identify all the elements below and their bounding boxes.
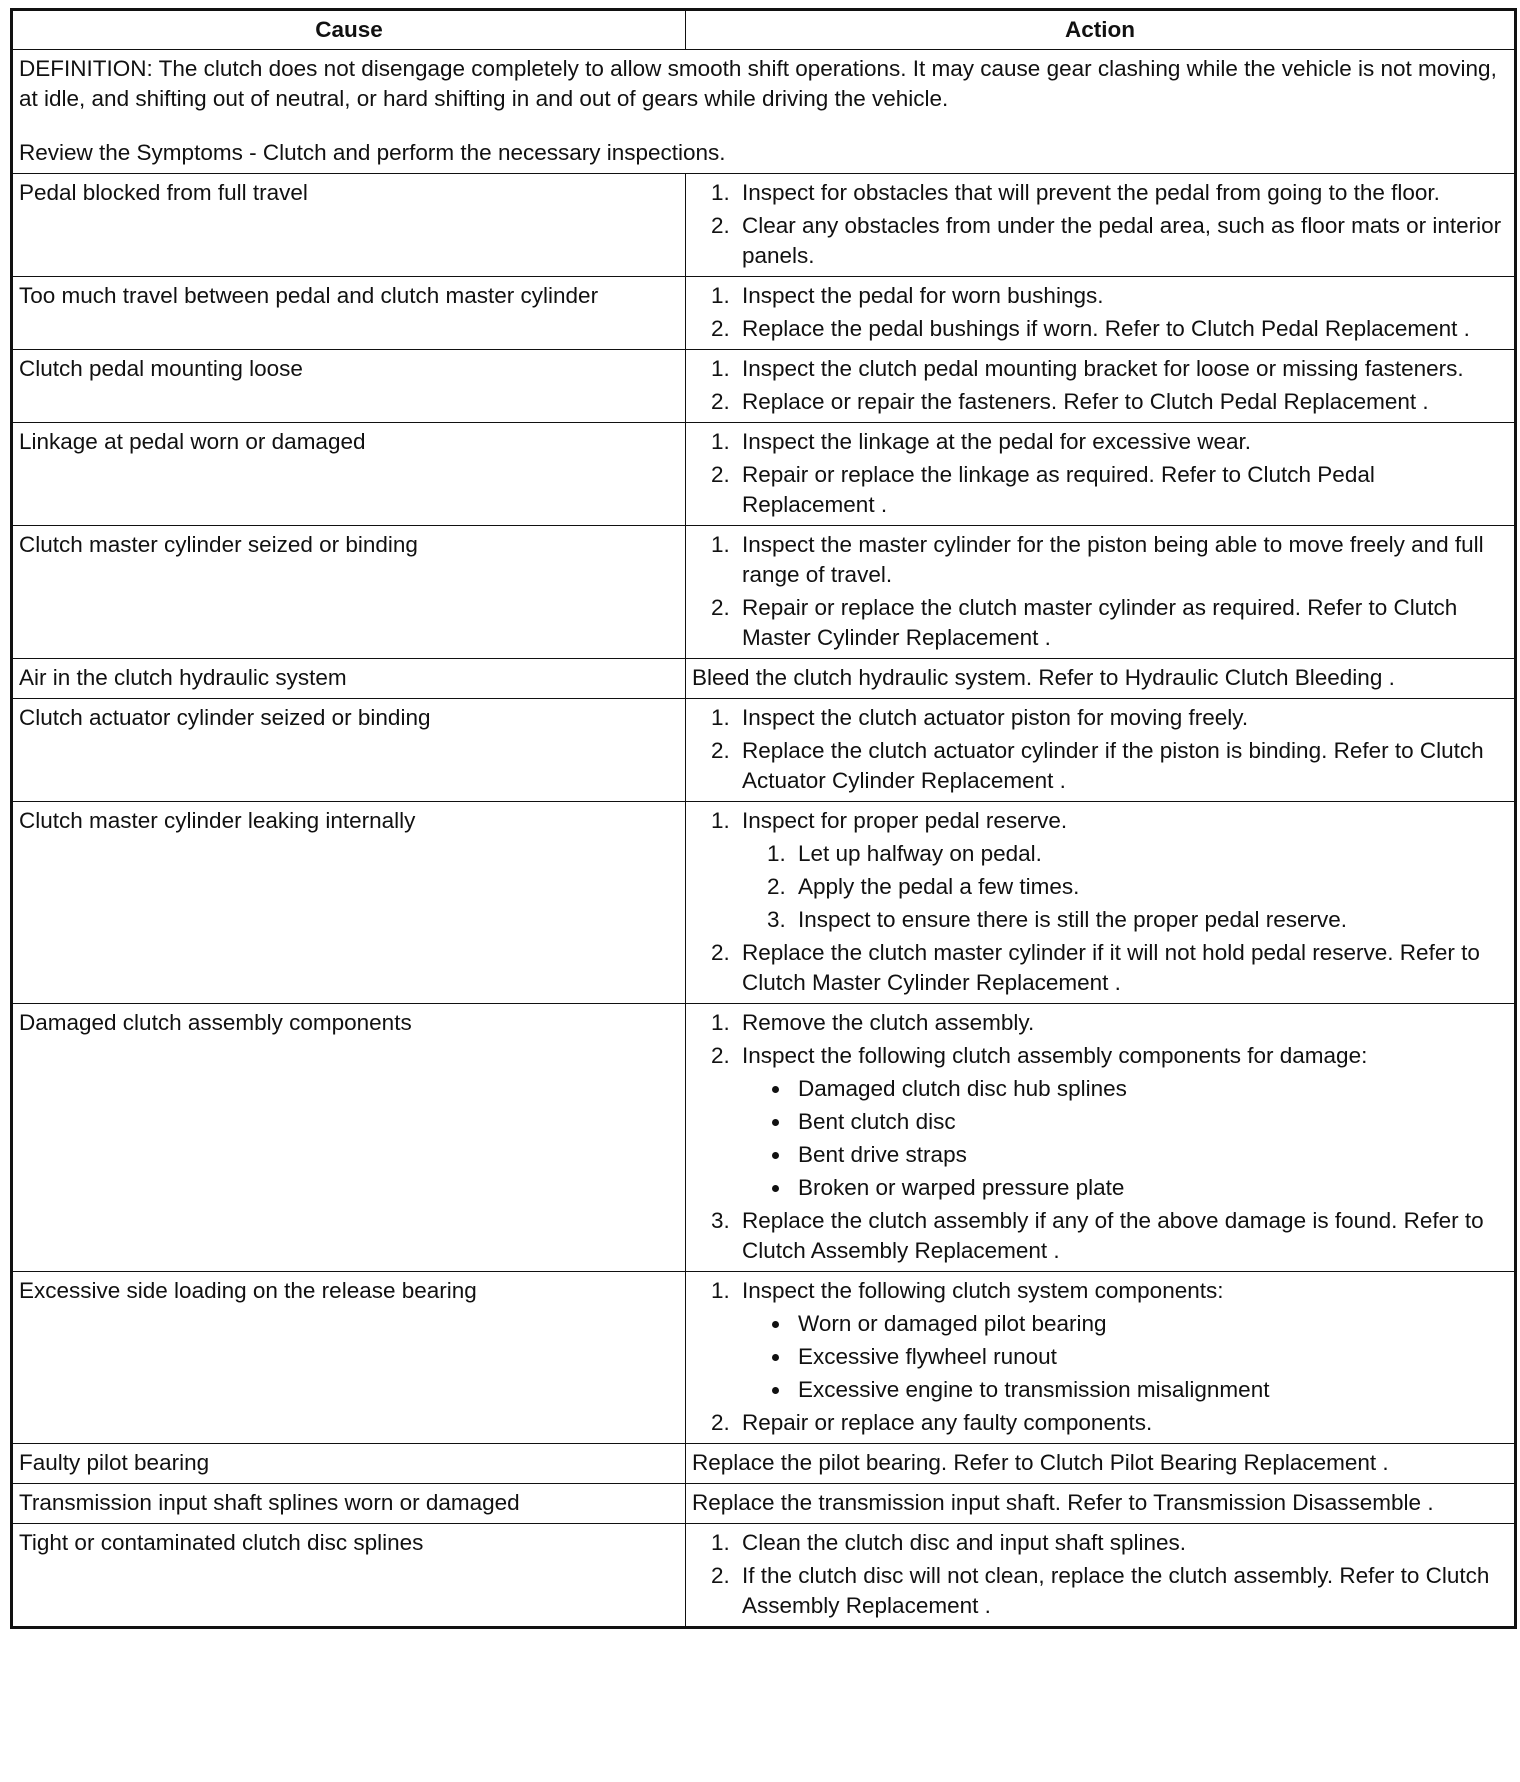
action-cell — [686, 1484, 1516, 1524]
action-step-text: Inspect the following clutch assembly components for damage: — [742, 1043, 1368, 1068]
action-steps-list — [692, 178, 1508, 271]
action-steps-list — [692, 354, 1508, 417]
action-step — [736, 1528, 1508, 1558]
action-cell — [686, 659, 1516, 699]
action-steps-list — [692, 1276, 1508, 1438]
action-step — [736, 427, 1508, 457]
cause-cell: Tight or contaminated clutch disc splines — [12, 1524, 686, 1628]
action-text: Bleed the clutch hydraulic system. Refer to Hydraulic Clutch Bleeding . — [692, 665, 1395, 690]
troubleshooting-table — [10, 8, 1517, 1629]
action-bullet: • Excessive flywheel runout — [792, 1342, 1508, 1372]
action-substeps-list — [742, 839, 1508, 935]
action-step — [736, 703, 1508, 733]
action-cell — [686, 699, 1516, 802]
action-step-text: Inspect the linkage at the pedal for excessive wear. — [742, 429, 1252, 454]
cause-cell: Damaged clutch assembly components — [12, 1004, 686, 1272]
action-step — [736, 460, 1508, 520]
action-step — [736, 530, 1508, 590]
definition-row — [12, 50, 1516, 174]
action-step — [736, 1041, 1508, 1203]
definition-cell — [12, 50, 1516, 174]
cause-cell: Clutch master cylinder leaking internally — [12, 802, 686, 1004]
table-row — [12, 423, 1516, 526]
action-bullet: • Damaged clutch disc hub splines — [792, 1074, 1508, 1104]
action-step — [736, 387, 1508, 417]
action-step-text: Inspect the following clutch system components: — [742, 1278, 1224, 1303]
action-step-text: Replace the clutch actuator cylinder if the piston is binding. Refer to Clutch Actuator Cylinder Replacement . — [742, 738, 1484, 793]
action-step-text: Remove the clutch assembly. — [742, 1010, 1035, 1035]
action-step-text: Repair or replace any faulty components. — [742, 1410, 1153, 1435]
action-bullet: • Bent drive straps — [792, 1140, 1508, 1170]
table-row — [12, 1444, 1516, 1484]
cause-cell: Clutch master cylinder seized or binding — [12, 526, 686, 659]
action-step — [736, 354, 1508, 384]
action-step-text: Clean the clutch disc and input shaft splines. — [742, 1530, 1187, 1555]
definition-text: DEFINITION: The clutch does not disengage completely to allow smooth shift operations. It may cause gear clashing while the vehicle is not moving, at idle, and shifting out of neutral, or hard shifting in and out of gears while driving the vehicle. — [19, 56, 1497, 111]
action-step-text: Inspect the pedal for worn bushings. — [742, 283, 1104, 308]
table-row — [12, 699, 1516, 802]
action-cell — [686, 423, 1516, 526]
table-row — [12, 1484, 1516, 1524]
cause-cell: Too much travel between pedal and clutch master cylinder — [12, 277, 686, 350]
table-row — [12, 350, 1516, 423]
action-cell — [686, 1272, 1516, 1444]
action-step — [736, 211, 1508, 271]
action-step-text: Inspect the clutch pedal mounting bracket for loose or missing fasteners. — [742, 356, 1464, 381]
action-cell — [686, 1524, 1516, 1628]
cause-cell: Clutch actuator cylinder seized or binding — [12, 699, 686, 802]
action-text: Replace the pilot bearing. Refer to Clutch Pilot Bearing Replacement . — [692, 1450, 1389, 1475]
action-steps-list — [692, 1008, 1508, 1266]
table-row — [12, 1004, 1516, 1272]
action-substep: 2. Apply the pedal a few times. — [792, 872, 1508, 902]
action-step — [736, 806, 1508, 935]
action-cell — [686, 802, 1516, 1004]
action-step — [736, 1408, 1508, 1438]
action-step-text: Inspect the clutch actuator piston for moving freely. — [742, 705, 1249, 730]
action-bullet: • Excessive engine to transmission misalignment — [792, 1375, 1508, 1405]
action-step — [736, 938, 1508, 998]
action-step — [736, 593, 1508, 653]
action-steps-list — [692, 703, 1508, 796]
action-steps-list — [692, 530, 1508, 653]
table-row — [12, 1272, 1516, 1444]
cause-column-header: Cause — [12, 10, 686, 50]
action-step-text: Replace the clutch assembly if any of the above damage is found. Refer to Clutch Assembly Replacement . — [742, 1208, 1484, 1263]
action-step-text: Inspect for proper pedal reserve. — [742, 808, 1068, 833]
cause-cell: Transmission input shaft splines worn or damaged — [12, 1484, 686, 1524]
review-text: Review the Symptoms - Clutch and perform the necessary inspections. — [19, 140, 726, 165]
action-cell — [686, 350, 1516, 423]
action-text: Replace the transmission input shaft. Refer to Transmission Disassemble . — [692, 1490, 1434, 1515]
header-row — [12, 10, 1516, 50]
cause-cell: Pedal blocked from full travel — [12, 174, 686, 277]
action-step — [736, 1561, 1508, 1621]
action-steps-list — [692, 1528, 1508, 1621]
action-bullet: • Worn or damaged pilot bearing — [792, 1309, 1508, 1339]
table-row — [12, 526, 1516, 659]
action-step — [736, 314, 1508, 344]
action-step — [736, 1276, 1508, 1405]
action-step-text: Replace or repair the fasteners. Refer to Clutch Pedal Replacement . — [742, 389, 1429, 414]
action-step-text: Clear any obstacles from under the pedal area, such as floor mats or interior panels. — [742, 213, 1502, 268]
table-row — [12, 659, 1516, 699]
action-substep: 1. Let up halfway on pedal. — [792, 839, 1508, 869]
action-bullet: • Bent clutch disc — [792, 1107, 1508, 1137]
action-bullet-list — [742, 1309, 1508, 1405]
cause-cell: Faulty pilot bearing — [12, 1444, 686, 1484]
action-substep: 3. Inspect to ensure there is still the proper pedal reserve. — [792, 905, 1508, 935]
action-cell — [686, 526, 1516, 659]
action-cell — [686, 1004, 1516, 1272]
action-step-text: Replace the pedal bushings if worn. Refer to Clutch Pedal Replacement . — [742, 316, 1470, 341]
table-row — [12, 174, 1516, 277]
action-step — [736, 736, 1508, 796]
action-step-text: Repair or replace the linkage as required. Refer to Clutch Pedal Replacement . — [742, 462, 1375, 517]
cause-cell: Air in the clutch hydraulic system — [12, 659, 686, 699]
action-step-text: Inspect the master cylinder for the piston being able to move freely and full range of travel. — [742, 532, 1484, 587]
action-step-text: Replace the clutch master cylinder if it will not hold pedal reserve. Refer to Clutch Master Cylinder Replacement . — [742, 940, 1480, 995]
action-bullet-list — [742, 1074, 1508, 1203]
action-step-text: Inspect for obstacles that will prevent the pedal from going to the floor. — [742, 180, 1440, 205]
table-row — [12, 1524, 1516, 1628]
action-steps-list — [692, 427, 1508, 520]
action-step-text: Repair or replace the clutch master cylinder as required. Refer to Clutch Master Cylinder Replacement . — [742, 595, 1458, 650]
action-step — [736, 178, 1508, 208]
action-steps-list — [692, 281, 1508, 344]
action-steps-list — [692, 806, 1508, 998]
action-cell — [686, 174, 1516, 277]
action-bullet: • Broken or warped pressure plate — [792, 1173, 1508, 1203]
action-column-header: Action — [686, 10, 1516, 50]
action-step — [736, 281, 1508, 311]
table-row — [12, 277, 1516, 350]
cause-cell: Linkage at pedal worn or damaged — [12, 423, 686, 526]
cause-cell: Excessive side loading on the release bearing — [12, 1272, 686, 1444]
action-step — [736, 1206, 1508, 1266]
table-row — [12, 802, 1516, 1004]
cause-cell: Clutch pedal mounting loose — [12, 350, 686, 423]
action-cell — [686, 1444, 1516, 1484]
action-step — [736, 1008, 1508, 1038]
action-cell — [686, 277, 1516, 350]
table-body — [12, 50, 1516, 1628]
action-step-text: If the clutch disc will not clean, replace the clutch assembly. Refer to Clutch Assembly Replacement . — [742, 1563, 1490, 1618]
